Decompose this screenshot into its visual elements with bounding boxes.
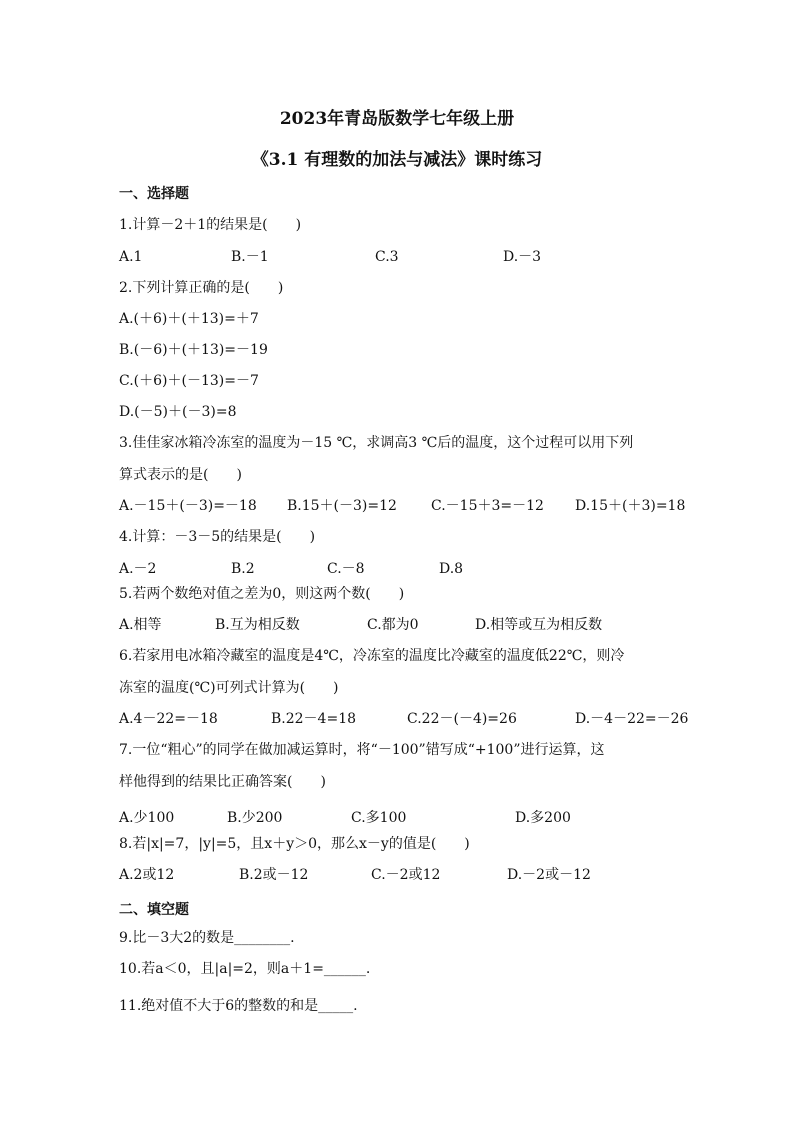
question-7-option-b: B.少200: [227, 810, 283, 826]
document-title: 2023年青岛版数学七年级上册: [279, 109, 515, 129]
question-2-option-a: A.(＋6)＋(＋13)=＋7: [119, 311, 259, 327]
question-5-stem: 5.若两个数绝对值之差为0，则这两个数( ): [119, 586, 405, 602]
question-1-option-b: B.－1: [231, 249, 269, 265]
question-1-option-d: D.－3: [503, 249, 542, 265]
question-7-option-a: A.少100: [119, 810, 175, 826]
question-1-stem: 1.计算－2＋1的结果是( ): [119, 217, 302, 233]
question-2-stem: 2.下列计算正确的是( ): [119, 280, 284, 296]
question-2-option-d: D.(－5)＋(－3)=8: [119, 404, 237, 420]
question-6-option-d: D.－4－22=－26: [575, 711, 689, 727]
question-1-option-a: A.1: [119, 249, 143, 265]
question-8-stem: 8.若|x|=7，|y|=5，且x＋y＞0，那么x－y的值是( ): [119, 836, 470, 852]
question-8-option-a: A.2或12: [119, 867, 175, 883]
question-10: 10.若a＜0，且|a|=2，则a＋1=______.: [119, 961, 371, 977]
question-4-stem: 4.计算：－3－5的结果是( ): [119, 529, 316, 545]
question-4-option-c: C.－8: [327, 561, 365, 577]
question-5-option-d: D.相等或互为相反数: [475, 617, 603, 633]
question-4-option-b: B.2: [231, 561, 255, 577]
question-3-stem-line-2: 算式表示的是( ): [119, 467, 242, 483]
question-11: 11.绝对值不大于6的整数的和是_____.: [119, 998, 358, 1014]
question-3-option-c: C.－15＋3=－12: [431, 498, 544, 514]
question-7-stem-line-1: 7.一位“粗心”的同学在做加减运算时，将“－100”错写成“+100”进行运算，这: [119, 742, 605, 758]
question-5-option-c: C.都为0: [367, 617, 419, 633]
question-3-option-d: D.15＋(＋3)=18: [575, 498, 686, 514]
question-8-option-d: D.－2或－12: [507, 867, 591, 883]
question-6-stem-line-1: 6.若家用电冰箱冷藏室的温度是4℃，冷冻室的温度比冷藏室的温度低22℃，则冷: [119, 648, 625, 664]
question-6-option-a: A.4－22=－18: [119, 711, 218, 727]
section-heading-fill-in: 二、填空题: [119, 902, 189, 918]
question-7-option-c: C.多100: [351, 810, 407, 826]
question-4-option-d: D.8: [439, 561, 464, 577]
question-9: 9.比－3大2的数是________.: [119, 930, 295, 946]
question-2-option-c: C.(＋6)＋(－13)=－7: [119, 373, 259, 389]
question-6-option-c: C.22－(－4)=26: [407, 711, 517, 727]
question-8-option-c: C.－2或12: [371, 867, 441, 883]
question-5-option-b: B.互为相反数: [215, 617, 300, 633]
question-3-option-b: B.15＋(－3)=12: [287, 498, 397, 514]
question-7-option-d: D.多200: [515, 810, 571, 826]
question-1-option-c: C.3: [375, 249, 399, 265]
section-heading-choice: 一、选择题: [119, 186, 189, 202]
question-6-stem-line-2: 冻室的温度(℃)可列式计算为( ): [119, 680, 339, 696]
question-3-stem-line-1: 3.佳佳家冰箱冷冻室的温度为－15 ℃，求调高3 ℃后的温度，这个过程可以用下列: [119, 435, 634, 451]
question-3-option-a: A.－15＋(－3)=－18: [119, 498, 257, 514]
question-2-option-b: B.(－6)＋(＋13)=－19: [119, 342, 268, 358]
question-5-option-a: A.相等: [119, 617, 162, 633]
document-subtitle: 《3.1 有理数的加法与减法》课时练习: [251, 150, 543, 170]
question-4-option-a: A.－2: [119, 561, 157, 577]
question-6-option-b: B.22－4=18: [271, 711, 357, 727]
question-8-option-b: B.2或－12: [239, 867, 309, 883]
question-7-stem-line-2: 样他得到的结果比正确答案( ): [119, 774, 326, 790]
